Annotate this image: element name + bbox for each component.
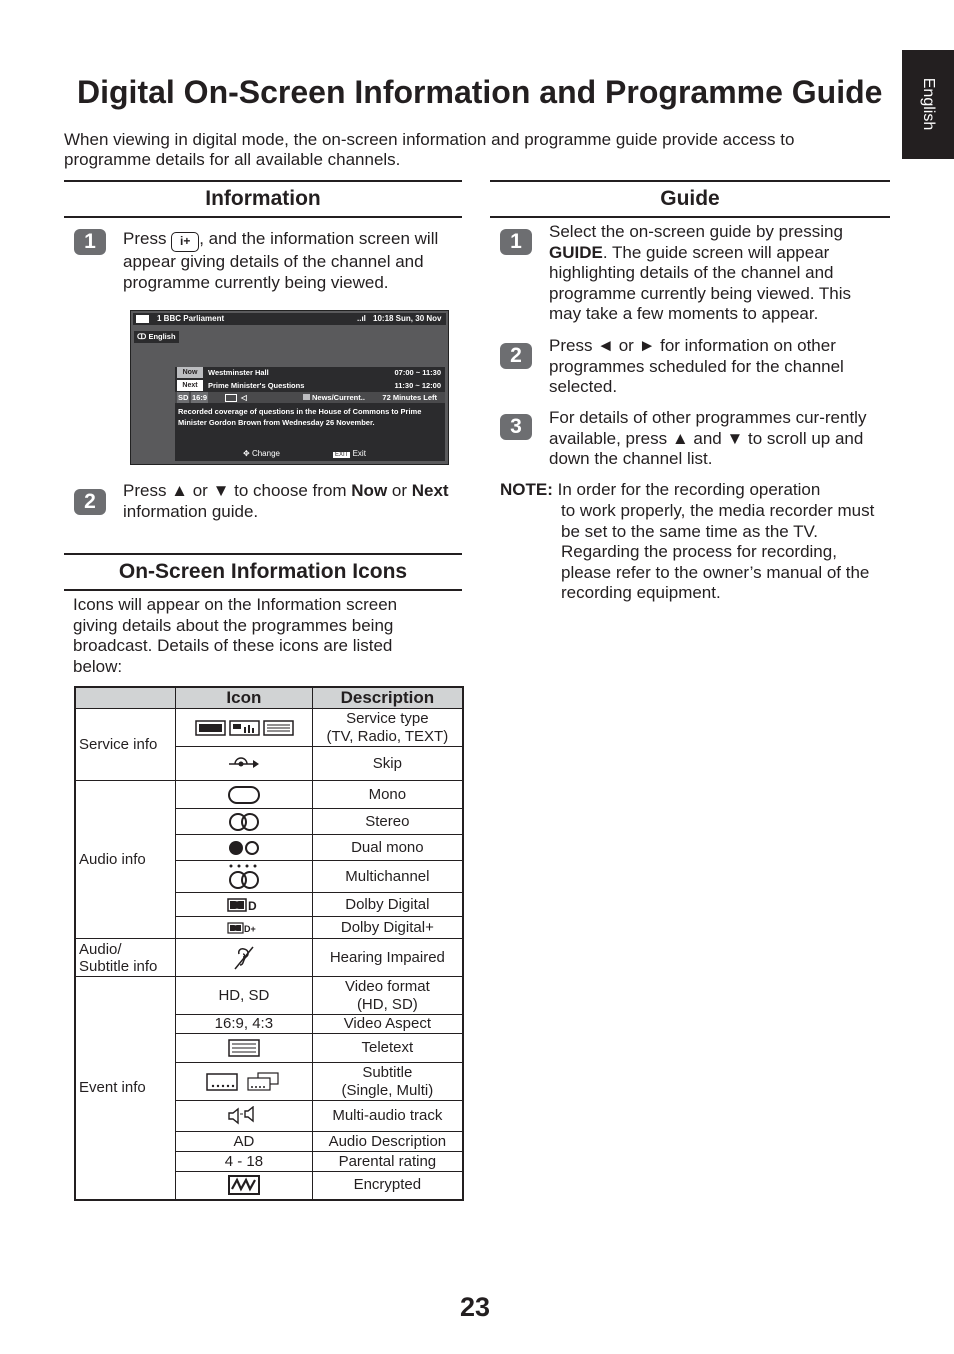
guide-step3-badge: 3	[500, 414, 532, 440]
multi-audio-icon	[227, 1106, 261, 1126]
header-category	[75, 687, 176, 709]
genre-label: News/Current..	[312, 393, 365, 402]
subtitle-line2: (Single, Multi)	[341, 1081, 434, 1099]
aspect-icon: 16:9	[192, 393, 208, 402]
icons-table	[74, 686, 464, 1201]
service-type-icons	[176, 709, 313, 747]
tv-radio-text-icons	[194, 718, 294, 738]
mono-desc: Mono	[312, 781, 463, 809]
dolby-digital-plus-icon	[227, 921, 261, 935]
dolby-d-icon-cell	[176, 893, 313, 917]
exit-label: Exit	[352, 449, 366, 458]
skip-desc: Skip	[312, 747, 463, 781]
next-time: 11:30 ~ 12:00	[394, 381, 441, 390]
info-step1-pre: Press	[123, 229, 172, 248]
guide-step1-t2: . The guide screen will appear highlighting details of the channel and programme currently being viewed. This may take a few moments to appear.	[549, 242, 852, 323]
info-step2-t2: or	[387, 481, 412, 500]
hd-sd-icon: HD, SD	[176, 977, 313, 1015]
dual-mono-icon	[227, 838, 261, 858]
info-step1-post: , and the information screen will appear giving details of the channel and programme currently being viewed.	[123, 229, 439, 292]
info-step1-badge: 1	[74, 229, 106, 255]
subtitle-line1: Subtitle	[362, 1063, 413, 1081]
note-label: NOTE:	[500, 480, 553, 499]
now-title: Westminster Hall	[208, 368, 269, 377]
next-title: Prime Minister's Questions	[208, 381, 305, 390]
language-label: English	[920, 77, 937, 131]
table-header-row	[75, 687, 463, 709]
dolby-digital-icon	[227, 897, 261, 913]
multichannel-icon	[227, 863, 261, 891]
now-row	[175, 367, 445, 378]
stereo-desc: Stereo	[312, 809, 463, 835]
guide-step1-text	[549, 222, 884, 325]
info-screen-example	[130, 310, 449, 465]
hearing-impaired-icon	[231, 945, 257, 971]
dual-mono-desc: Dual mono	[312, 835, 463, 861]
tv-service-icon	[136, 315, 149, 323]
info-step2-text	[123, 481, 453, 522]
rating-icon: 4 - 18	[176, 1152, 313, 1172]
table-row	[75, 977, 463, 1015]
category-audio-subtitle-line1: Audio/	[79, 940, 122, 958]
remaining-time: 72 Minutes Left	[382, 393, 437, 402]
guide-note-first	[500, 480, 890, 501]
service-type-desc	[312, 709, 463, 747]
info-button-icon: i+	[171, 232, 199, 252]
video-format-line2: (HD, SD)	[356, 995, 418, 1013]
change-label: Change	[251, 449, 280, 458]
guide-key-label: GUIDE	[549, 242, 603, 262]
multichannel-icon-cell	[176, 861, 313, 893]
teletext-icon-cell	[176, 1034, 313, 1063]
info-step1-text	[123, 229, 453, 293]
dual-mono-icon-cell	[176, 835, 313, 861]
mono-icon	[227, 785, 261, 805]
info-step2-t1: Press ▲ or ▼ to choose from	[123, 481, 352, 500]
multi-audio-desc: Multi-audio track	[312, 1101, 463, 1132]
change-hint	[243, 449, 280, 458]
encrypted-desc: Encrypted	[312, 1172, 463, 1200]
multi-audio-icon: ◁	[241, 393, 247, 402]
video-format-line1: Video format	[344, 977, 430, 995]
dpad-icon: ✥	[243, 449, 250, 458]
info-step2-now: Now	[351, 481, 388, 500]
next-tag: Next	[177, 380, 203, 391]
next-row	[175, 380, 445, 391]
now-tag: Now	[177, 367, 203, 378]
multi-audio-icon-cell	[176, 1101, 313, 1132]
category-event: Event info	[75, 977, 176, 1200]
language-tab	[902, 50, 954, 159]
category-audio-subtitle	[75, 939, 176, 977]
header-icon: Icon	[176, 687, 313, 709]
dolby-dplus-label: D+	[243, 923, 256, 934]
dolby-dplus-icon-cell	[176, 917, 313, 939]
encrypted-icon-cell	[176, 1172, 313, 1200]
category-audio: Audio info	[75, 781, 176, 939]
dolby-digital-plus-desc: Dolby Digital+	[312, 917, 463, 939]
dolby-d-label: D	[247, 898, 257, 913]
teletext-icon	[225, 394, 237, 402]
note-first-line: In order for the recording operation	[557, 480, 821, 499]
exit-key-icon: EXIT	[335, 452, 349, 458]
service-type-line1: Service type	[346, 709, 429, 727]
mono-icon-cell	[176, 781, 313, 809]
guide-step1-badge: 1	[500, 229, 532, 255]
page-title: Digital On-Screen Information and Programme Guide	[77, 74, 883, 110]
audio-badge-label: English	[148, 332, 176, 341]
info-screen-time: 10:18 Sun, 30 Nov	[373, 314, 442, 323]
table-row	[75, 781, 463, 809]
info-step2-badge: 2	[74, 489, 106, 515]
subtitle-single-multi-icons	[206, 1072, 282, 1092]
guide-step3-text: For details of other programmes cur-rently available, press ▲ and ▼ to scroll up and down the channel list.	[549, 408, 867, 468]
skip-icon	[227, 756, 261, 772]
page-number: 23	[460, 1292, 491, 1322]
guide-step2-badge: 2	[500, 343, 532, 369]
icons-intro: Icons will appear on the Information screen giving details about the programmes being broadcast. Details of these icons are listed below:	[73, 595, 398, 676]
encrypted-icon	[228, 1175, 260, 1195]
subtitle-desc	[312, 1063, 463, 1101]
stereo-icon	[227, 812, 261, 832]
audio-badge	[134, 331, 179, 343]
now-time: 07:00 ~ 11:30	[394, 368, 441, 377]
icons-heading: On-Screen Information Icons	[64, 553, 462, 591]
icons-row	[175, 392, 445, 403]
multichannel-desc: Multichannel	[312, 861, 463, 893]
signal-icon: ..ıl	[357, 314, 366, 323]
dolby-digital-desc: Dolby Digital	[312, 893, 463, 917]
teletext-icon	[228, 1039, 260, 1057]
guide-note-rest: to work properly, the media recorder must be set to the same time as the TV. Regarding the process for recording, please refer to the owner’s manual of the recording equipment.	[561, 501, 875, 602]
service-type-line2: (TV, Radio, TEXT)	[326, 727, 449, 745]
category-audio-subtitle-line2: Subtitle info	[79, 957, 158, 975]
info-screen-channel: 1 BBC Parliament	[157, 314, 225, 323]
guide-step1-t1: Select the on-screen guide by pressing	[549, 222, 843, 241]
hearing-impaired-icon-cell	[176, 939, 313, 977]
ad-icon: AD	[176, 1132, 313, 1152]
genre-icon	[303, 394, 310, 400]
video-format-desc	[312, 977, 463, 1015]
video-aspect-desc: Video Aspect	[312, 1015, 463, 1034]
guide-heading: Guide	[490, 180, 890, 218]
subtitle-icon-cell	[176, 1063, 313, 1101]
audio-description-desc: Audio Description	[312, 1132, 463, 1152]
info-step2-t3: information guide.	[123, 501, 259, 521]
guide-step2-text: Press ◄ or ► for information on other programmes scheduled for the channel selected.	[549, 336, 844, 396]
hearing-impaired-desc: Hearing Impaired	[312, 939, 463, 977]
intro-text: When viewing in digital mode, the on-screen information and programme guide provide access to programme details for all available channels.	[64, 130, 795, 169]
aspect-icon-text: 16:9, 4:3	[176, 1015, 313, 1034]
table-row	[75, 709, 463, 747]
exit-hint	[333, 449, 366, 458]
table-row	[75, 939, 463, 977]
info-step2-next: Next	[411, 481, 449, 500]
info-screen-panel	[175, 367, 445, 461]
information-heading: Information	[64, 180, 462, 218]
stereo-icon: ↀ	[137, 332, 149, 341]
stereo-icon-cell	[176, 809, 313, 835]
info-screen-topbar	[133, 313, 446, 325]
parental-rating-desc: Parental rating	[312, 1152, 463, 1172]
teletext-desc: Teletext	[312, 1034, 463, 1063]
sd-icon: SD	[178, 393, 189, 402]
header-description: Description	[312, 687, 463, 709]
skip-icon-cell	[176, 747, 313, 781]
category-service: Service info	[75, 709, 176, 781]
programme-description: Recorded coverage of questions in the House of Commons to Prime Minister Gordon Brown from Wednesday 26 November.	[178, 407, 422, 427]
